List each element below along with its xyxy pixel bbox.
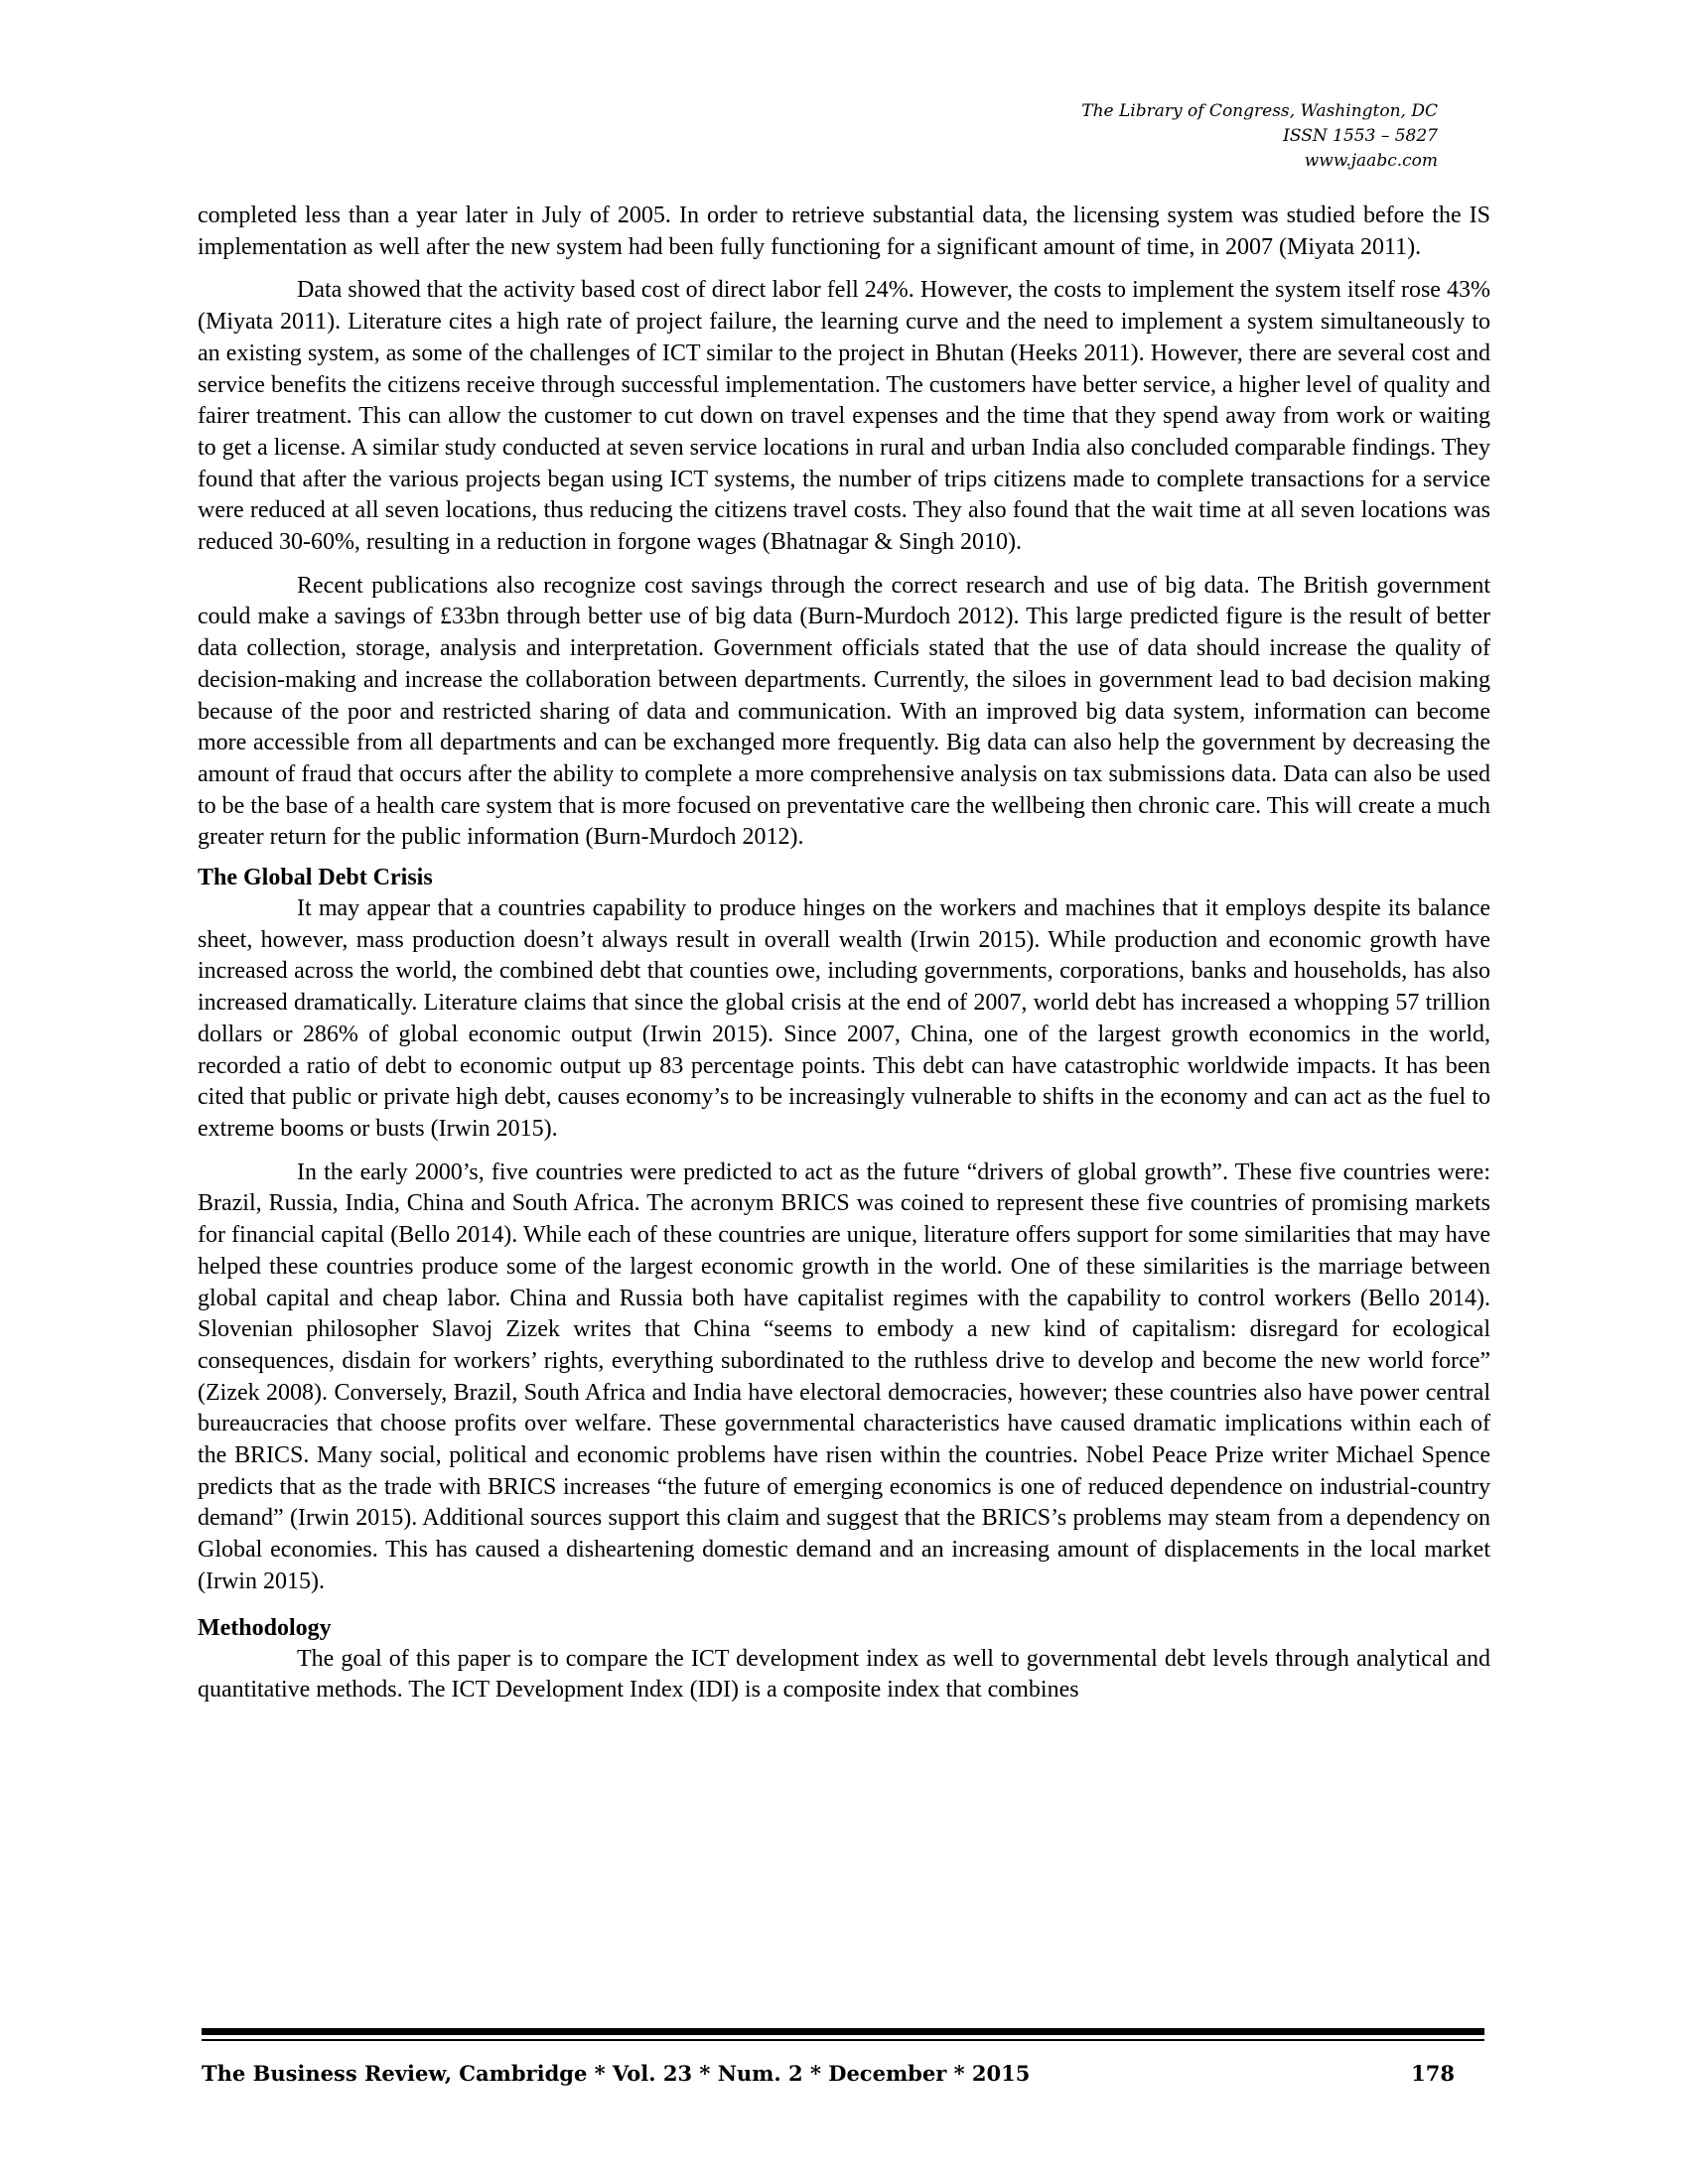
paragraph-global-debt: It may appear that a countries capability to produce hinges on the workers and machines that it employs despite its balance sheet, however, mass production doesn’t always result in overall wealth (Irwin 2015). While production and economic growth have increased across the world, the combined debt that counties owe, including governments, corporations, banks and households, has also increased dramatically. Literature claims that since the global crisis at the end of 2007, world debt has increased a whopping 57 trillion dollars or 286% of global economic output (Irwin 2015). Since 2007, China, one of the largest growth economics in the world, recorded a ratio of debt to economic output up 83 percentage points. This debt can have catastrophic worldwide impacts. It has been cited that public or private high debt, causes economy’s to be increasingly vulnerable to shifts in the economy and can act as the fuel to extreme booms or busts (Irwin 2015). (198, 895, 1490, 1142)
paragraph-cost-data: Data showed that the activity based cost of direct labor fell 24%. However, the costs to implement the system itself rose 43% (Miyata 2011). Literature cites a high rate of project failure, the learning curve and the need to implement a system simultaneously to an existing system, as some of the challenges of ICT similar to the project in Bhutan (Heeks 2011). However, there are several cost and service benefits the citizens receive through successful implementation. The customers have better service, a higher level of quality and fairer treatment. This can allow the customer to cut down on travel expenses and the time that they spend away from work or waiting to get a license. A similar study conducted at seven service locations in rural and urban India also concluded comparable findings. They found that after the various projects began using ICT systems, the number of trips citizens made to complete transactions for a service were reduced at all seven locations, thus reducing the citizens travel costs. They also found that the wait time at all seven locations was reduced 30-60%, resulting in a reduction in forgone wages (Bhatnagar & Singh 2010). (198, 277, 1490, 556)
header-publisher: The Library of Congress, Washington, DC (1081, 101, 1438, 121)
article-body (198, 201, 1490, 1706)
section-heading-global-debt: The Global Debt Crisis (198, 865, 433, 891)
running-header (1081, 99, 1438, 174)
footer-rule-thin (202, 2039, 1484, 2041)
section-heading-methodology: Methodology (198, 1614, 332, 1641)
paragraph-methodology: The goal of this paper is to compare the ICT development index as well to governmental debt levels through analytical and quantitative methods. The ICT Development Index (IDI) is a composite index that combines (198, 1645, 1490, 1704)
paragraph-brics: In the early 2000’s, five countries were predicted to act as the future “drivers of global growth”. These five countries were: Brazil, Russia, India, China and South Africa. The acronym BRICS was coined to represent these five countries of promising markets for financial capital (Bello 2014). While each of these countries are unique, literature offers support for some similarities that may have helped these countries produce some of the largest economic growth in the world. One of these similarities is the marriage between global capital and cheap labor. China and Russia both have capitalist regimes with the capability to control workers (Bello 2014). Slovenian philosopher Slavoj Zizek writes that China “seems to embody a new kind of capitalism: disregard for ecological consequences, disdain for workers’ rights, everything subordinated to the ruthless drive to develop and become the new world force” (Zizek 2008). Conversely, Brazil, South Africa and India have electoral democracies, however; these countries also have power central bureaucracies that choose profits over welfare. These governmental characteristics have caused dramatic implications within each of the BRICS. Many social, political and economic problems have risen within the countries. Nobel Peace Prize writer Michael Spence predicts that as the trade with BRICS increases “the future of emerging economics is one of reduced dependence on industrial-country demand” (Irwin 2015). Additional sources support this claim and suggest that the BRICS’s problems may steam from a dependency on Global economies. This has caused a disheartening domestic demand and an increasing amount of displacements in the local market (Irwin 2015). (198, 1159, 1490, 1594)
paragraph-big-data: Recent publications also recognize cost savings through the correct research and use of big data. The British government could make a savings of £33bn through better use of big data (Burn-Murdoch 2012). This large predicted figure is the result of better data collection, storage, analysis and interpretation. Government officials stated that the use of data should increase the quality of decision-making and increase the collaboration between departments. Currently, the siloes in government lead to bad decision making because of the poor and restricted sharing of data and communication. With an improved big data system, information can become more accessible from all departments and can be exchanged more frequently. Big data can also help the government by decreasing the amount of fraud that occurs after the ability to complete a more comprehensive analysis on tax submissions data. Data can also be used to be the base of a health care system that is more focused on preventative care the wellbeing then chronic care. This will create a much greater return for the public information (Burn-Murdoch 2012). (198, 572, 1490, 851)
header-website: www.jaabc.com (1304, 151, 1438, 171)
page-number: 178 (1411, 2061, 1455, 2086)
header-issn: ISSN 1553 – 5827 (1283, 126, 1438, 146)
footer-rule-thick (202, 2028, 1484, 2035)
footer-journal: The Business Review, Cambridge * Vol. 23 * Num. 2 * December * 2015 (202, 2061, 1031, 2086)
paragraph-continued: completed less than a year later in July of 2005. In order to retrieve substantial data, the licensing system was studied before the IS implementation as well after the new system had been fully functioning for a significant amount of time, in 2007 (Miyata 2011). (198, 203, 1490, 260)
